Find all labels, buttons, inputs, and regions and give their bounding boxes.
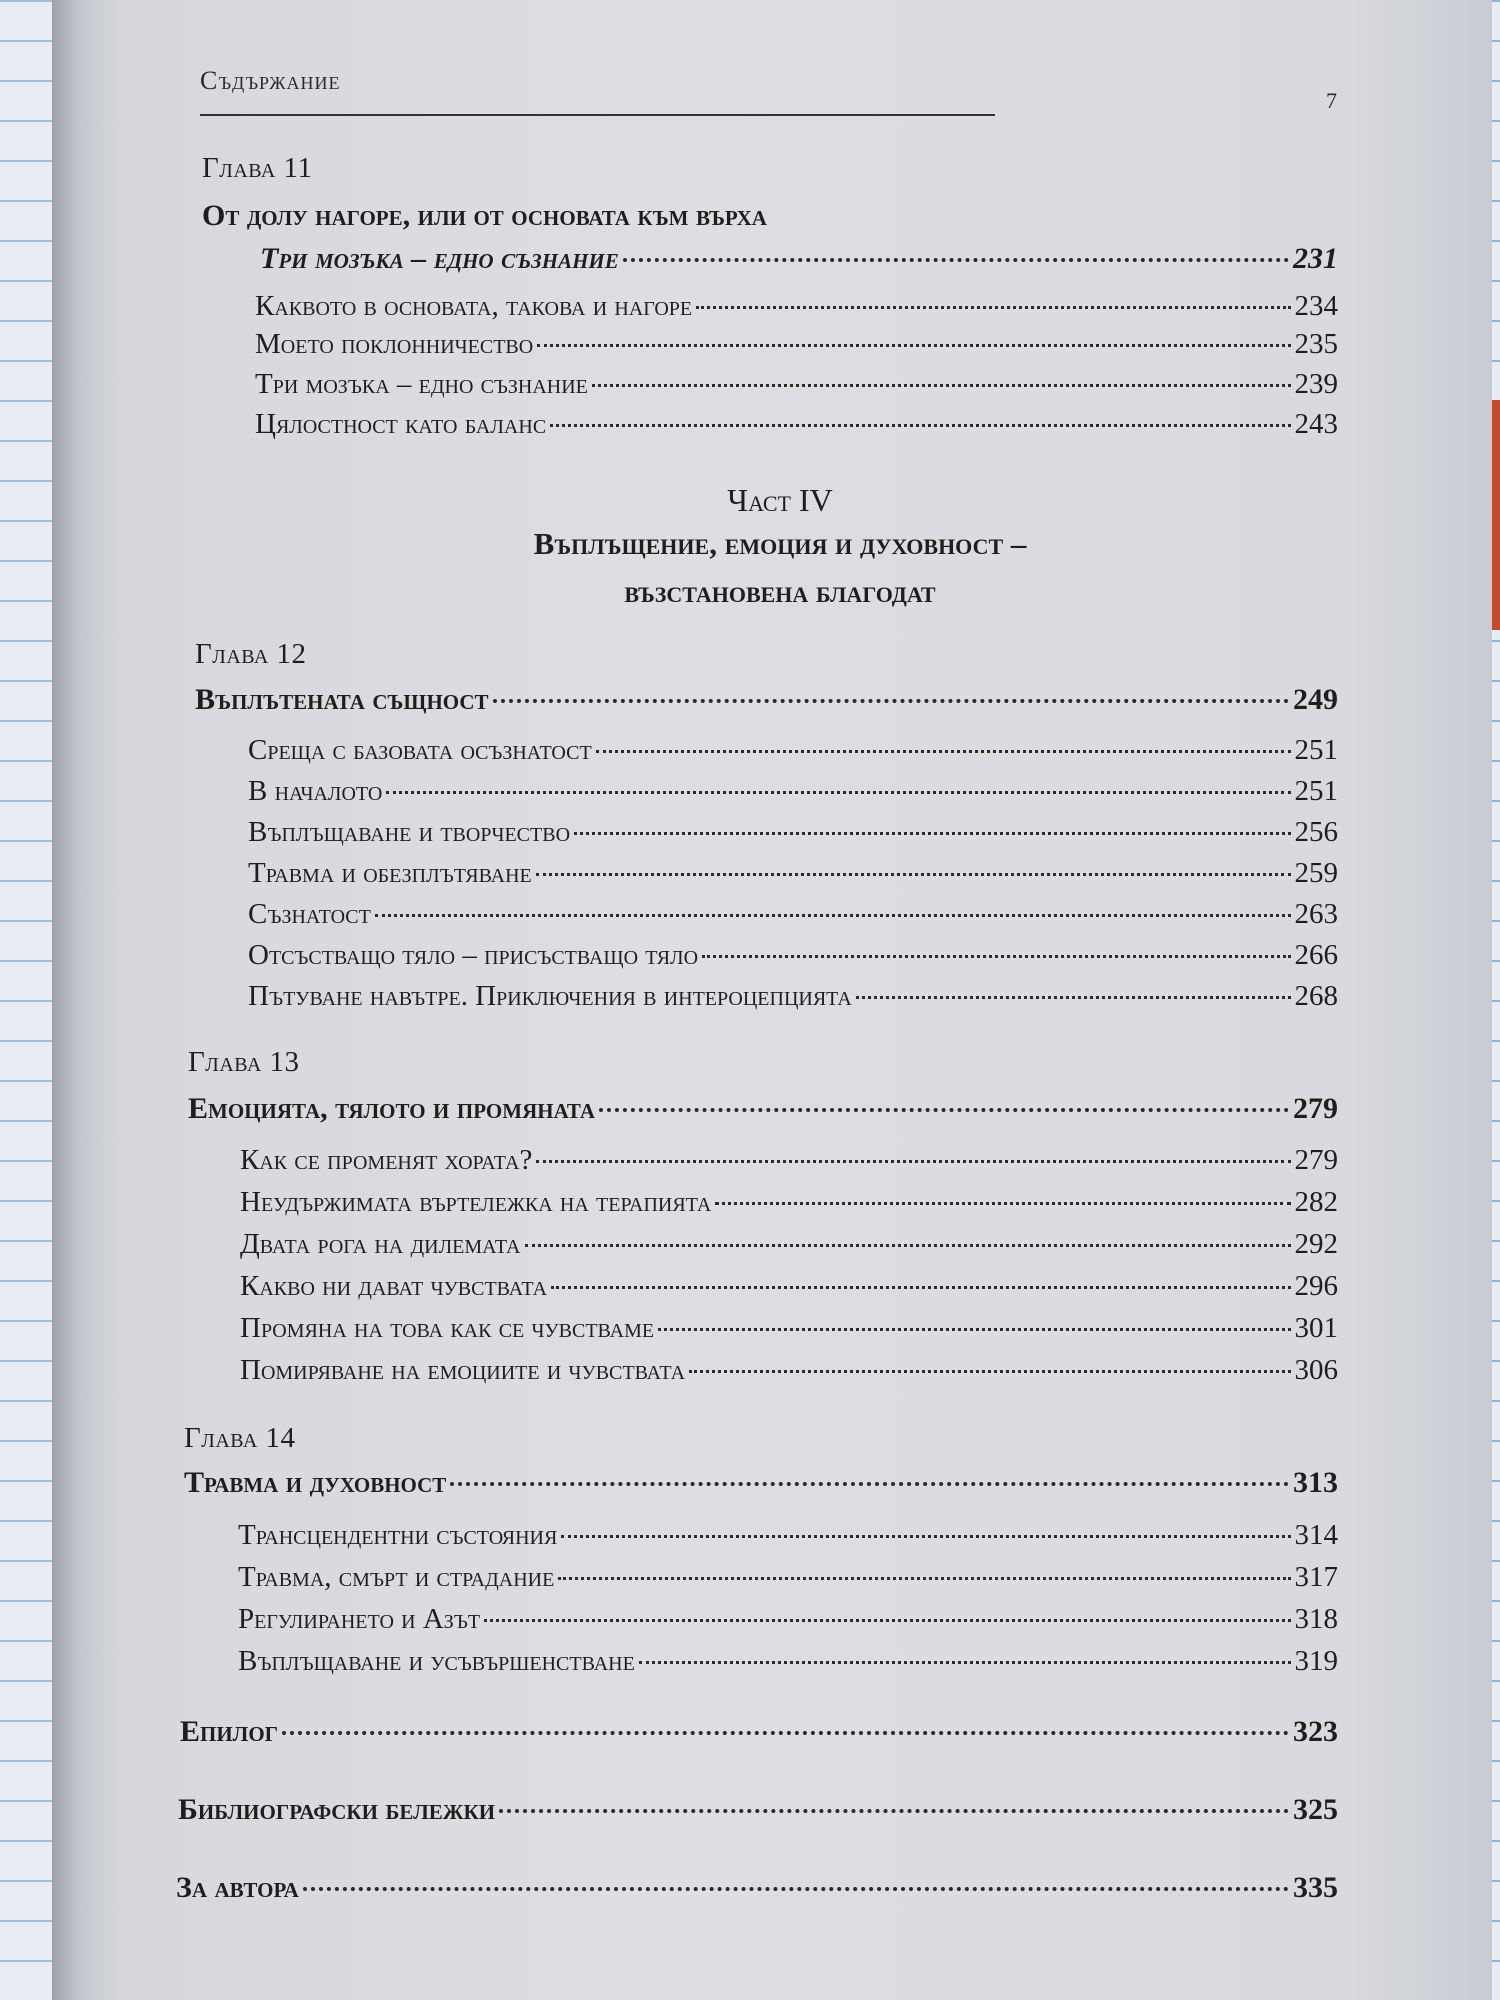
chapter-11-label: Глава 11	[202, 152, 313, 184]
leader-dots	[592, 384, 1291, 387]
leader-dots	[561, 1535, 1290, 1538]
chapter-14-label: Глава 14	[184, 1422, 296, 1454]
toc-entry[interactable]	[248, 734, 1338, 767]
toc-entry[interactable]	[238, 1645, 1338, 1678]
toc-entry[interactable]	[248, 980, 1338, 1013]
toc-entry-label: Три мозъка – едно съзнание	[255, 368, 588, 400]
toc-entry-label: Пътуване навътре. Приключения в интероцепцията	[248, 980, 852, 1012]
leader-dots	[525, 1244, 1291, 1247]
toc-entry-label: Каквото в основата, такова и нагоре	[255, 290, 693, 322]
toc-entry-page: 292	[1294, 1228, 1338, 1260]
leader-dots	[658, 1328, 1290, 1331]
toc-entry-page: 325	[1293, 1793, 1338, 1826]
toc-entry-page: 231	[1293, 242, 1338, 275]
leader-dots	[493, 699, 1289, 703]
toc-entry-page: 235	[1294, 328, 1338, 360]
toc-entry[interactable]	[238, 1519, 1338, 1552]
toc-entry[interactable]	[255, 368, 1338, 401]
toc-entry-main[interactable]	[184, 1466, 1338, 1500]
leader-dots	[375, 914, 1291, 917]
toc-entry-page: 323	[1293, 1715, 1338, 1748]
toc-entry-page: 335	[1293, 1871, 1338, 1904]
toc-entry-label: Въплъщаване и творчество	[248, 816, 571, 848]
header-rule	[200, 114, 995, 116]
leader-dots	[551, 1286, 1290, 1289]
leader-dots	[550, 424, 1290, 427]
toc-entry-page: 296	[1294, 1270, 1338, 1302]
desk-background-left	[0, 0, 60, 2000]
toc-entry[interactable]	[248, 775, 1338, 808]
toc-entry-page: 251	[1294, 734, 1338, 766]
chapter-12-label: Глава 12	[195, 638, 307, 670]
toc-entry[interactable]	[238, 1561, 1338, 1594]
toc-entry-label: Неудържимата въртележка на терапията	[240, 1186, 712, 1218]
toc-entry-page: 301	[1294, 1312, 1338, 1344]
toc-entry-page: 266	[1294, 939, 1338, 971]
leader-dots	[689, 1370, 1290, 1373]
page-number: 7	[1326, 88, 1337, 113]
toc-entry-main[interactable]	[195, 683, 1338, 717]
leader-dots	[702, 955, 1290, 958]
toc-entry-page: 234	[1294, 290, 1338, 322]
toc-entry-label: Библиографски бележки	[178, 1793, 496, 1826]
toc-entry-page: 239	[1294, 368, 1338, 400]
leader-dots	[574, 832, 1290, 835]
toc-entry-page: 318	[1294, 1603, 1338, 1635]
leader-dots	[537, 344, 1290, 347]
leader-dots	[303, 1887, 1289, 1891]
toc-entry-page: 314	[1294, 1519, 1338, 1551]
toc-entry-page: 263	[1294, 898, 1338, 930]
toc-entry-label: Помиряване на емоциите и чувствата	[240, 1354, 686, 1386]
toc-entry-label: Среща с базовата осъзнатост	[248, 734, 592, 766]
chapter-13-label: Глава 13	[188, 1046, 300, 1078]
toc-entry-page: 313	[1293, 1466, 1338, 1499]
leader-dots	[856, 996, 1291, 999]
toc-entry-page: 317	[1294, 1561, 1338, 1593]
toc-entry[interactable]	[248, 939, 1338, 972]
leader-dots	[536, 1160, 1290, 1163]
toc-entry-label: Цялостност като баланс	[255, 408, 547, 440]
toc-entry[interactable]	[240, 1186, 1338, 1219]
toc-entry-page: 268	[1294, 980, 1338, 1012]
toc-entry-label: В началото	[248, 775, 383, 807]
toc-entry-label: Епилог	[180, 1715, 279, 1748]
leader-dots	[386, 791, 1290, 794]
leader-dots	[450, 1482, 1289, 1486]
leader-dots	[623, 258, 1289, 262]
toc-entry[interactable]	[240, 1144, 1338, 1177]
toc-entry[interactable]	[240, 1354, 1338, 1387]
leader-dots	[558, 1577, 1290, 1580]
toc-entry-page: 256	[1294, 816, 1338, 848]
toc-entry-label: Травма и обезплътяване	[248, 857, 532, 889]
leader-dots	[282, 1731, 1289, 1735]
leader-dots	[499, 1809, 1289, 1813]
toc-entry-label: Моето поклонничество	[255, 328, 534, 360]
leader-dots	[596, 750, 1291, 753]
toc-entry[interactable]	[240, 1270, 1338, 1303]
toc-entry-page: 319	[1294, 1645, 1338, 1677]
part-title-line1: Въплъщение, емоция и духовност –	[533, 526, 1027, 561]
toc-entry-label: Регулирането и Азът	[238, 1603, 481, 1635]
toc-entry-label: Двата рога на дилемата	[240, 1228, 521, 1260]
toc-entry-main[interactable]	[260, 242, 1338, 276]
toc-entry-label: Три мозъка – едно съзнание	[260, 242, 619, 275]
toc-entry-label: Емоцията, тялото и промяната	[188, 1092, 596, 1125]
part-label: Част IV	[727, 482, 833, 518]
toc-entry[interactable]	[255, 408, 1338, 441]
toc-entry[interactable]	[248, 857, 1338, 890]
chapter-11-title: От долу нагоре, или от основата към върха	[202, 199, 767, 232]
leader-dots	[536, 873, 1291, 876]
running-title: Съдържание	[200, 66, 341, 95]
toc-entry-label: За автора	[176, 1871, 299, 1904]
toc-entry-label: Съзнатост	[248, 898, 371, 930]
toc-entry-page: 306	[1294, 1354, 1338, 1386]
toc-entry[interactable]	[255, 290, 1338, 323]
toc-entry-label: Травма, смърт и страдание	[238, 1561, 555, 1593]
toc-entry-label: Как се променят хората?	[240, 1144, 533, 1176]
leader-dots	[599, 1108, 1289, 1112]
toc-entry[interactable]	[240, 1312, 1338, 1345]
toc-entry-label: Отсъстващо тяло – присъстващо тяло	[248, 939, 699, 971]
toc-entry-page: 279	[1294, 1144, 1338, 1176]
leader-dots	[715, 1202, 1290, 1205]
toc-entry[interactable]	[255, 328, 1338, 361]
toc-entry-label: Травма и духовност	[184, 1466, 447, 1499]
toc-entry-label: Промяна на това как се чувстваме	[240, 1312, 655, 1344]
toc-entry[interactable]	[248, 816, 1338, 849]
toc-entry-author[interactable]	[176, 1871, 1338, 1905]
toc-entry-page: 279	[1293, 1092, 1338, 1125]
toc-entry[interactable]	[240, 1228, 1338, 1261]
toc-entry-label: Трансцендентни състояния	[238, 1519, 558, 1551]
toc-entry-epilogue[interactable]	[180, 1715, 1338, 1749]
toc-entry-label: Въплъщаване и усъвършенстване	[238, 1645, 635, 1677]
toc-entry-page: 249	[1293, 683, 1338, 716]
leader-dots	[696, 306, 1290, 309]
toc-entry-page: 251	[1294, 775, 1338, 807]
toc-entry[interactable]	[248, 898, 1338, 931]
toc-entry-page: 259	[1294, 857, 1338, 889]
toc-entry-page: 243	[1294, 408, 1338, 440]
leader-dots	[639, 1661, 1291, 1664]
leader-dots	[484, 1619, 1290, 1622]
toc-entry-label: Въплътената същност	[195, 683, 489, 716]
toc-entry-bibliography[interactable]	[178, 1793, 1338, 1827]
toc-entry[interactable]	[238, 1603, 1338, 1636]
part-title-line2: възстановена благодат	[624, 574, 936, 609]
toc-entry-page: 282	[1294, 1186, 1338, 1218]
toc-entry-label: Какво ни дават чувствата	[240, 1270, 548, 1302]
toc-entry-main[interactable]	[188, 1092, 1338, 1126]
